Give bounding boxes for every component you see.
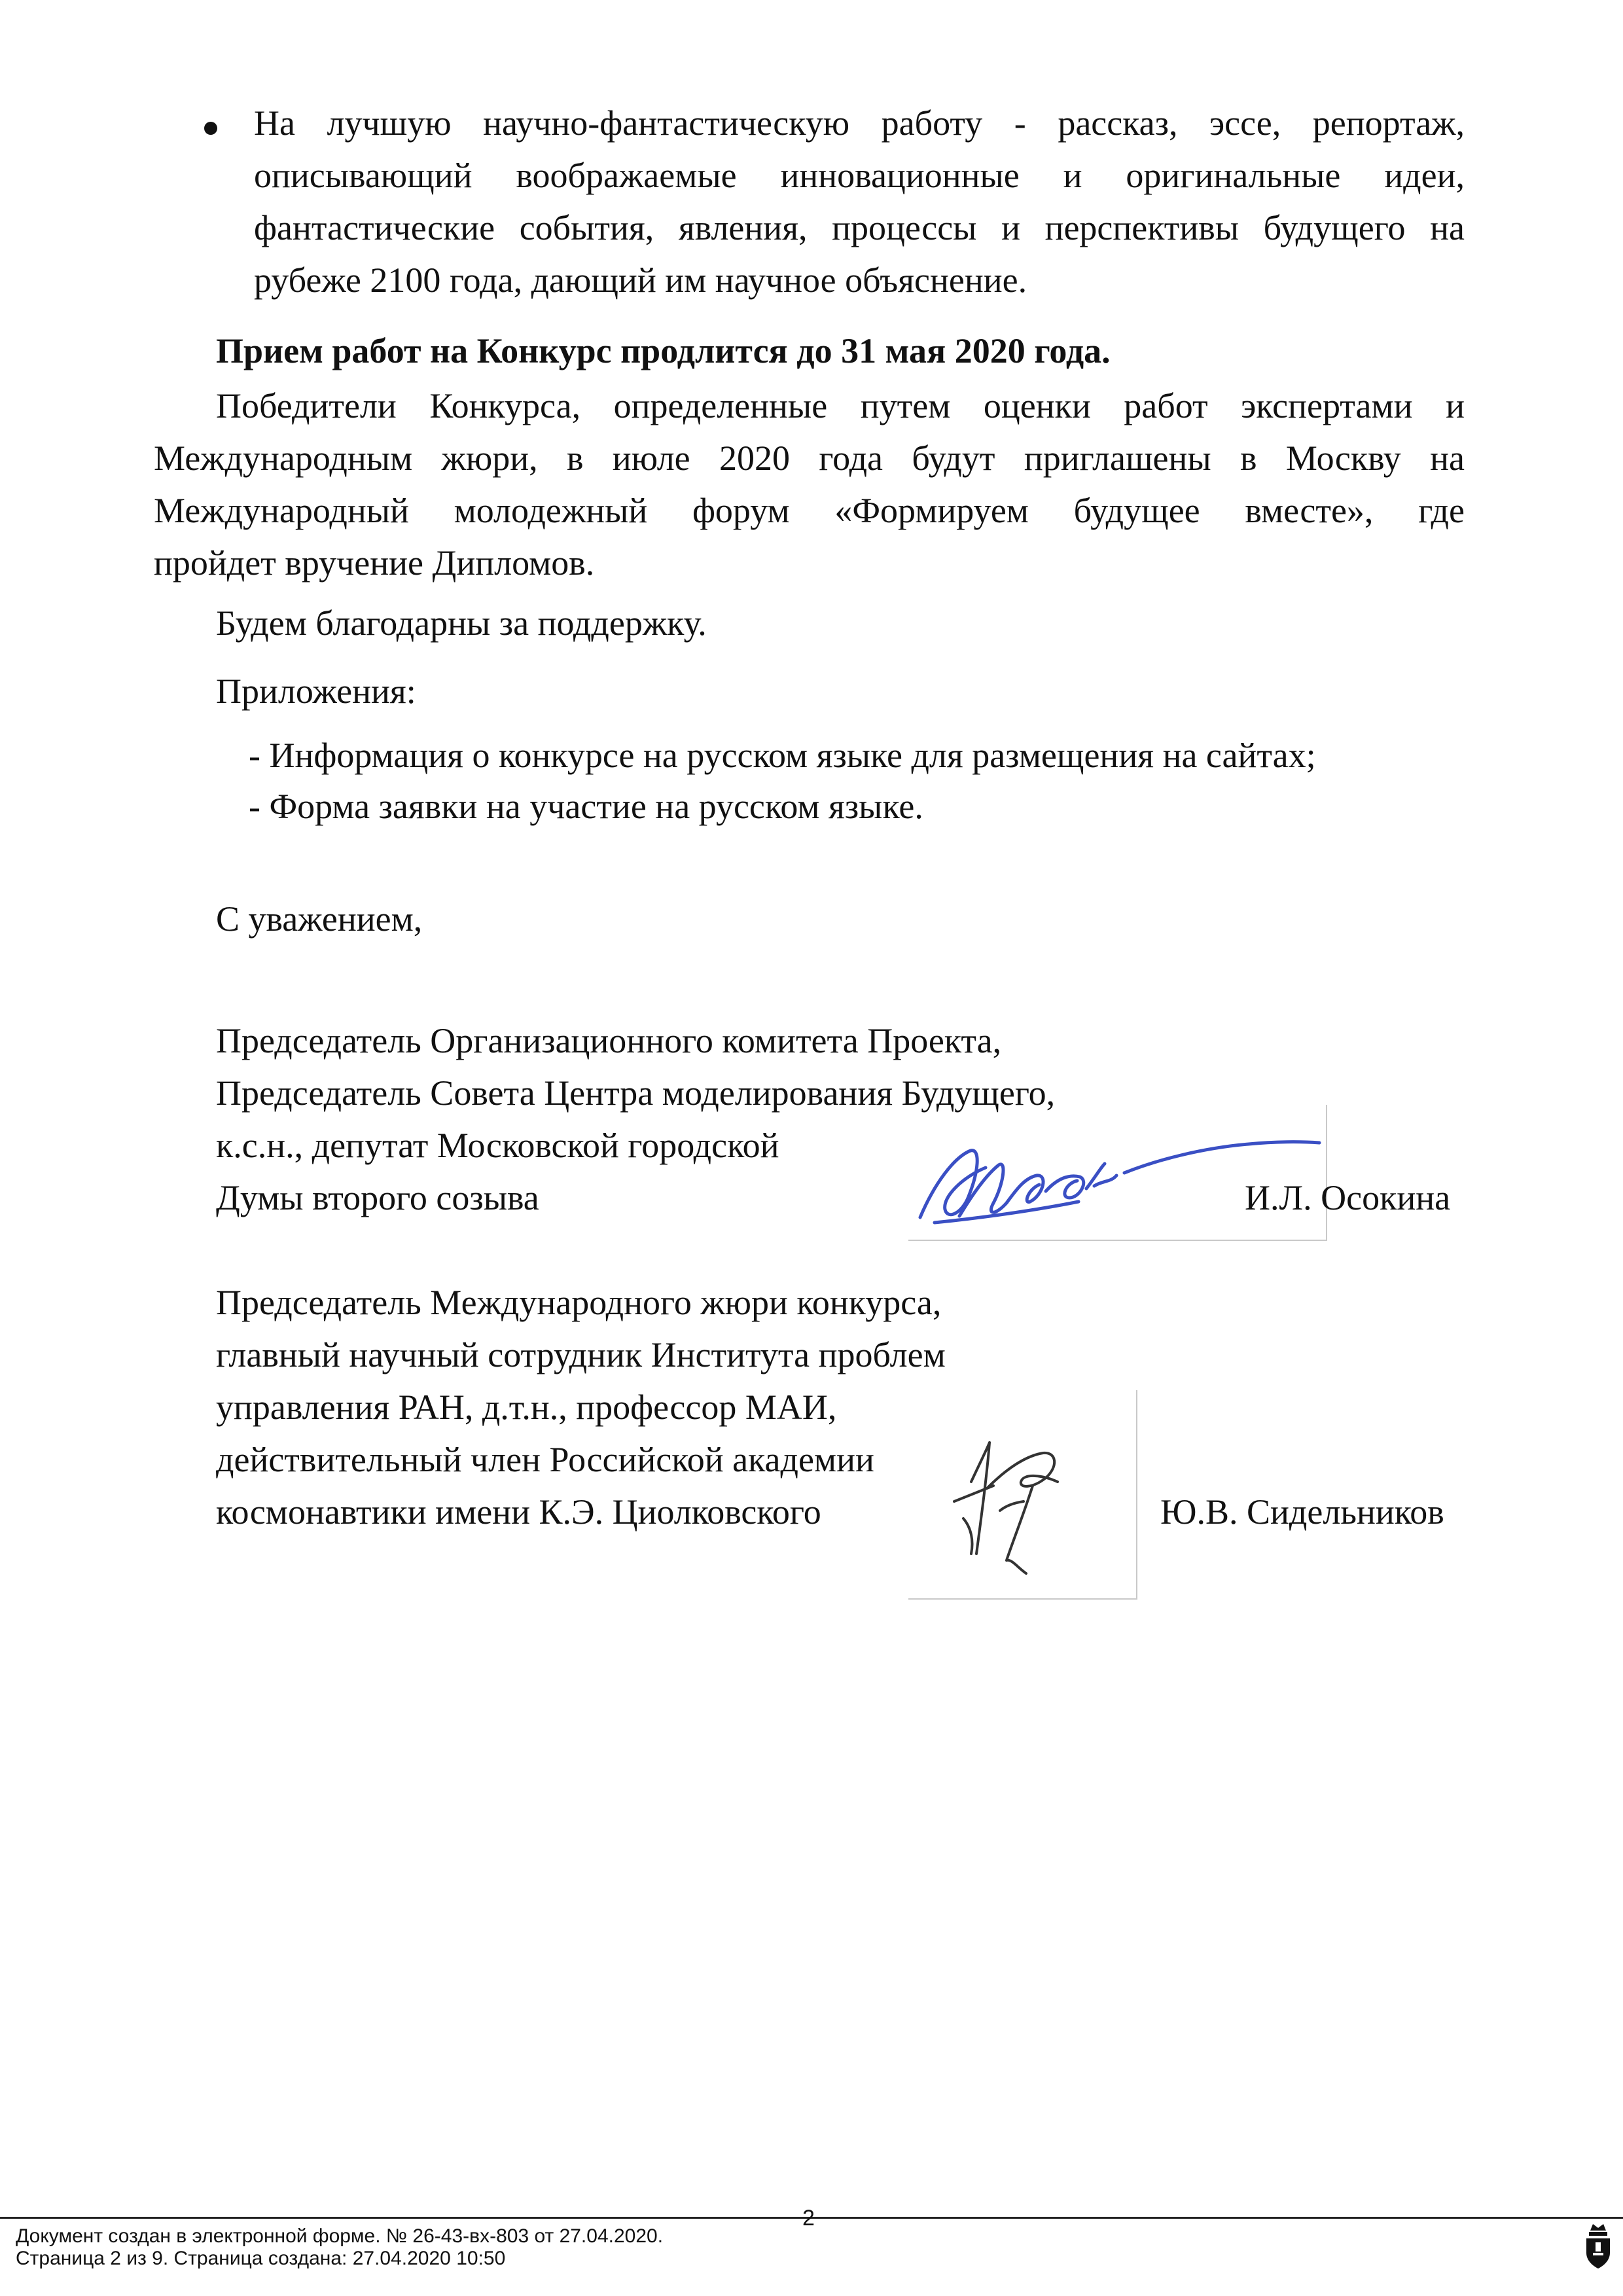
attachment-item-1: - Информация о конкурсе на русском языке для размещения на сайтах; (249, 736, 1316, 775)
winners-line-3: Международный молодежный форум «Формируем будущее вместе», где (154, 491, 1465, 530)
signatory-2-name: Ю.В. Сидельников (1160, 1492, 1444, 1532)
coat-of-arms-icon (1582, 2220, 1614, 2270)
bullet-line-1: На лучшую научно-фантастическую работу - рассказ, эссе, репортаж, (254, 103, 1465, 143)
bullet-line-2: описывающий воображаемые инновационные и оригинальные идеи, (254, 156, 1465, 195)
bullet-line-4: рубеже 2100 года, дающий им научное объяснение. (254, 260, 1027, 300)
footer-page-line: Страница 2 из 9. Страница создана: 27.04.2020 10:50 (16, 2248, 506, 2269)
signatory-2-title-line: действительный член Российской академии (216, 1440, 874, 1479)
winners-line-1: Победители Конкурса, определенные путем оценки работ экспертами и (216, 386, 1465, 425)
signatory-1-title-line: Председатель Совета Центра моделирования Будущего, (216, 1073, 1056, 1113)
signatory-1-title-line: к.с.н., депутат Московской городской (216, 1126, 779, 1165)
thanks-line: Будем благодарны за поддержку. (216, 603, 707, 643)
page-number: 2 (802, 2206, 815, 2231)
closing-line: С уважением, (216, 899, 423, 939)
signatory-2-title-line: Председатель Международного жюри конкурса, (216, 1283, 942, 1322)
winners-line-2: Международным жюри, в июле 2020 года будут приглашены в Москву на (154, 439, 1465, 478)
attachment-item-2: - Форма заявки на участие на русском языке. (249, 787, 923, 826)
bullet-line-3: фантастические события, явления, процессы и перспективы будущего на (254, 208, 1465, 247)
winners-line-4: пройдет вручение Дипломов. (154, 543, 595, 583)
signature-2-icon (908, 1390, 1137, 1598)
footer-document-line: Документ создан в электронной форме. № 26-43-вх-803 от 27.04.2020. (16, 2225, 664, 2247)
bullet-icon (204, 122, 217, 135)
signatory-2-title-line: управления РАН, д.т.н., профессор МАИ, (216, 1388, 837, 1427)
deadline-notice: Прием работ на Конкурс продлится до 31 мая 2020 года. (216, 331, 1111, 370)
signature-2-image (908, 1390, 1137, 1600)
signatory-2-title-line: космонавтики имени К.Э. Циолковского (216, 1492, 821, 1532)
signatory-1-title-line: Думы второго созыва (216, 1178, 539, 1217)
attachments-heading: Приложения: (216, 672, 416, 711)
signatory-1-title-line: Председатель Организационного комитета Проекта, (216, 1021, 1002, 1060)
signatory-1-name: И.Л. Осокина (1245, 1178, 1451, 1217)
signatory-2-title-line: главный научный сотрудник Института проблем (216, 1335, 946, 1374)
